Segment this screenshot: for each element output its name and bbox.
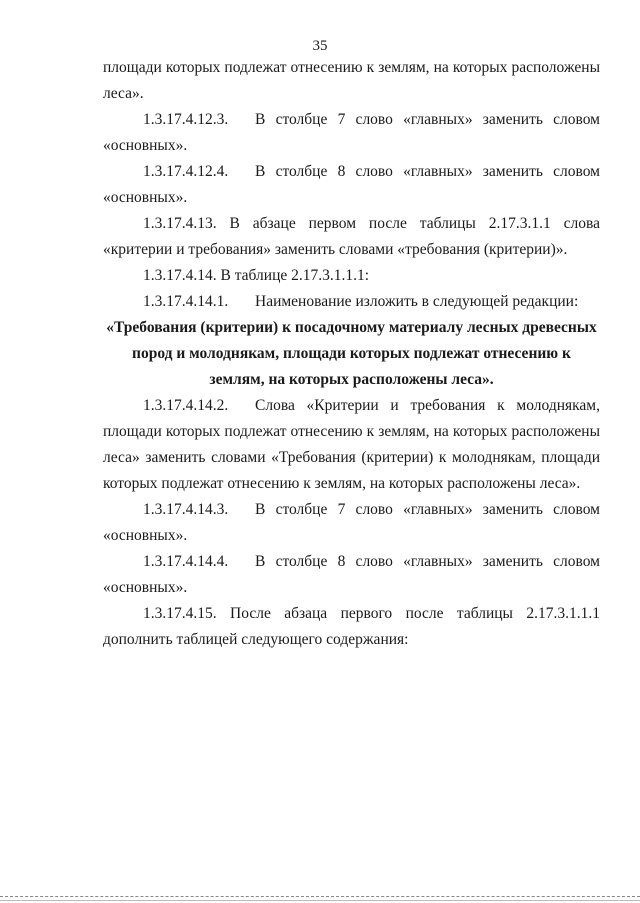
clause-text: В столбце 8 слово «главных» заменить словом «основных». — [103, 553, 600, 596]
clause-number: 1.3.17.4.12.4. — [143, 163, 229, 180]
clause-text: В столбце 8 слово «главных» заменить словом «основных». — [103, 163, 600, 206]
clause-number: 1.3.17.4.14.1. — [143, 293, 229, 310]
paragraph-1-3-17-4-12-4 — [103, 159, 600, 211]
paragraph-1-3-17-4-14-1 — [103, 289, 600, 315]
paragraph-continuation: площади которых подлежат отнесению к землям, на которых расположены леса». — [103, 59, 600, 102]
clause-text: В столбце 7 слово «главных» заменить словом «основных». — [103, 501, 600, 544]
paragraph-1-3-17-4-14: 1.3.17.4.14. В таблице 2.17.3.1.1.1: — [143, 267, 370, 284]
clause-number: 1.3.17.4.12.3. — [143, 111, 229, 128]
table-title-heading: «Требования (критерии) к посадочному материалу лесных древесных пород и молоднякам, площади которых подлежат отнесению к землям, на которых расположены леса». — [106, 319, 597, 388]
scan-edge-line — [0, 896, 640, 897]
clause-text: Наименование изложить в следующей редакции: — [255, 293, 579, 310]
paragraph-1-3-17-4-14-3 — [103, 497, 600, 549]
scan-edge-line-lower — [0, 900, 640, 901]
paragraph-1-3-17-4-14-4 — [103, 549, 600, 601]
paragraph-1-3-17-4-14-2 — [103, 393, 600, 497]
clause-text: В столбце 7 слово «главных» заменить словом «основных». — [103, 111, 600, 154]
paragraph-1-3-17-4-12-3 — [103, 107, 600, 159]
page-number: 35 — [312, 38, 328, 54]
clause-number: 1.3.17.4.14.4. — [143, 553, 229, 570]
clause-number: 1.3.17.4.14.3. — [143, 501, 229, 518]
clause-number: 1.3.17.4.14.2. — [143, 397, 229, 414]
clause-text: Слова «Критерии и требования к молоднякам, площади которых подлежат отнесению к землям, на которых расположены леса» заменить словами «Требования (критерии) к молоднякам, площади которых подлежат отнесению к землям, на которых расположены леса». — [103, 397, 600, 492]
document-body — [103, 55, 600, 653]
paragraph-1-3-17-4-15: 1.3.17.4.15. После абзаца первого после таблицы 2.17.3.1.1.1 дополнить таблицей следующего содержания: — [103, 605, 600, 648]
paragraph-1-3-17-4-13: 1.3.17.4.13. В абзаце первом после таблицы 2.17.3.1.1 слова «критерии и требования» заменить словами «требования (критерии)». — [103, 215, 600, 258]
